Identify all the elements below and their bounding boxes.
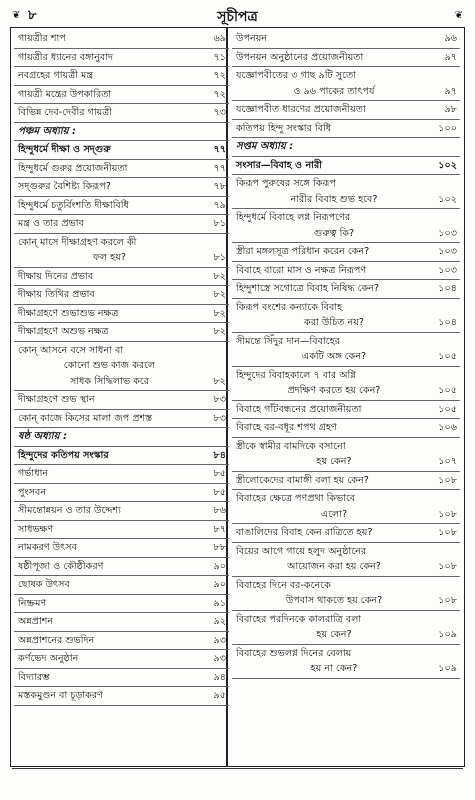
- entry-title-continued: ও ৯৬ পাকের তাৎপর্য: [293, 85, 375, 97]
- toc-entry: [232, 524, 460, 543]
- entry-title: কতিপয় হিন্দু সংস্কার বিধি: [236, 122, 332, 134]
- entry-title: নিষ্ক্রমণ: [18, 597, 47, 609]
- entry-title: মন্ত্র ও তার প্রভাব: [18, 218, 84, 229]
- entry-title-continued: এলো?: [320, 508, 348, 520]
- entry-page-number: ৮২: [213, 289, 226, 300]
- entry-page-number: ১০৮: [438, 527, 457, 538]
- entry-page-number: ৯১: [213, 597, 226, 609]
- entry-title: বিভিন্ন দেব-দেবীর গায়ত্রী: [18, 107, 113, 118]
- entry-title: যজ্ঞোপবীতের ৩ গাছ ৯টি সুতো: [236, 70, 356, 81]
- entry-page-number: ৭৭: [213, 144, 226, 155]
- entry-title: বিবাহের ক্ষেত্রে পণপ্রথা কিভাবে: [236, 493, 356, 504]
- entry-title-continued: হয় না কেন?: [310, 663, 358, 674]
- entry-title: সীমন্তে সিঁদুর দান—বিবাহের: [236, 335, 340, 347]
- toc-left-column: [14, 30, 229, 706]
- entry-title: সপ্তম অধ্যায় :: [236, 141, 294, 152]
- toc-entry: [14, 160, 229, 179]
- entry-title: দীক্ষাগ্রহণে শুভাশুভ নক্ষত্র: [18, 307, 119, 319]
- entry-page-number: ৮২: [213, 326, 226, 337]
- entry-page-number: ১০৯: [438, 663, 457, 674]
- entry-title: বিদ্যারম্ভ: [18, 671, 50, 683]
- entry-title: দীক্ষাগ্রহণে অশুভ নক্ষত্র: [18, 326, 109, 337]
- entry-page-number: ৯৮: [444, 104, 457, 115]
- entry-page-number: ১০৪: [438, 317, 457, 328]
- entry-title: দীক্ষাগ্রহণে শুভ স্থান: [18, 394, 95, 405]
- entry-page-number: ১০৭: [438, 456, 457, 467]
- toc-entry: [232, 490, 460, 524]
- entry-title-continued: হয় কেন?: [316, 456, 352, 467]
- entry-page-number: ৮৩: [213, 412, 226, 424]
- entry-title: বিবাহে বারো মাস ও নক্ষত্র নিরূপণ: [236, 264, 367, 276]
- entry-title: স্ত্রীরা মঙ্গলসূত্র পরিধান করেন কেন?: [236, 246, 370, 257]
- toc-entry: [14, 484, 229, 503]
- toc-entry: [14, 410, 229, 429]
- entry-page-number: ৭২: [213, 88, 226, 100]
- toc-entry: [14, 141, 229, 160]
- entry-title-continued: ফল হয়?: [93, 252, 126, 263]
- toc-entry: [232, 280, 460, 299]
- entry-page-number: ৮৭: [213, 523, 226, 535]
- entry-title-continued: করা উচিত নয়?: [304, 317, 364, 328]
- entry-page-number: ৮৩: [213, 394, 226, 405]
- toc-entry: [14, 67, 229, 86]
- entry-page-number: ৮২: [213, 375, 226, 387]
- entry-title-continued: আয়োজন করা হয় কেন?: [287, 561, 381, 572]
- toc-entry: [14, 447, 229, 466]
- entry-page-number: ৬৯: [213, 33, 226, 44]
- entry-page-number: ১০২: [438, 193, 457, 205]
- entry-title: বিবাহে বর-বধূর শপথ গ্রহণ: [236, 422, 337, 433]
- entry-page-number: ৮৪: [213, 449, 226, 461]
- toc-entry: [14, 613, 229, 632]
- entry-title: সীমন্তোন্নয়ন ও তার উদ্দেশ্য: [18, 505, 121, 516]
- entry-title-continued: সাধক সিদ্ধিলাভ করে: [69, 375, 150, 387]
- toc-entry: [14, 650, 229, 669]
- entry-title: উপনয়ন: [236, 33, 268, 44]
- entry-title: হিন্দুশাস্ত্রে সগোত্রে বিবাহ নিষিদ্ধ কেন?: [236, 283, 379, 294]
- entry-page-number: ১০৪: [438, 283, 457, 294]
- entry-title: বিবাহের দিনে বর-কনেকে: [236, 579, 331, 591]
- entry-page-number: ১০৯: [438, 629, 457, 640]
- entry-title-continued: গুরুত্ব কি?: [313, 227, 355, 239]
- toc-entry: [232, 299, 460, 333]
- toc-entry: [14, 595, 229, 614]
- entry-page-number: ১০৫: [438, 385, 457, 396]
- entry-page-number: ৮২: [213, 270, 226, 282]
- toc-entry: [14, 576, 229, 595]
- entry-page-number: ১০৮: [438, 474, 457, 486]
- entry-title: দীক্ষায় দিনের প্রভাব: [18, 270, 94, 282]
- toc-entry: [232, 645, 460, 679]
- entry-page-number: ৯৭: [444, 51, 457, 63]
- entry-page-number: ৭৩: [213, 107, 226, 118]
- toc-entry: [14, 305, 229, 324]
- entry-page-number: ১০৩: [438, 227, 457, 239]
- entry-page-number: ৮১: [213, 252, 226, 263]
- entry-title: হিন্দুধর্মে বিবাহে লগ্ন নিরূপণের: [236, 212, 351, 223]
- entry-page-number: ১০৮: [438, 508, 457, 520]
- toc-entry: [14, 342, 229, 392]
- entry-page-number: ১০৮: [438, 595, 457, 606]
- entry-title: কোন্ আসনে বসে সাধনা বা: [18, 344, 124, 356]
- toc-entry: [14, 197, 229, 216]
- toc-entry: [14, 558, 229, 577]
- entry-title: সংসার—বিবাহ ও নারী: [236, 159, 322, 171]
- toc-entry: [232, 67, 460, 101]
- toc-entry: [14, 215, 229, 234]
- page-title: সূচীপত্র: [217, 9, 258, 25]
- entry-page-number: ৮৬: [213, 505, 226, 516]
- entry-page-number: ৯০: [213, 579, 226, 590]
- entry-title: দীক্ষায় তিথির প্রভাব: [18, 289, 95, 300]
- toc-entry: [232, 438, 460, 472]
- entry-page-number: ৭১: [213, 51, 226, 63]
- entry-title: সাধভক্ষণ: [18, 523, 54, 535]
- toc-entry: [14, 104, 229, 123]
- entry-page-number: ৮৮: [213, 542, 226, 553]
- entry-title: হিন্দুদের কতিপয় সংস্কার: [18, 449, 109, 461]
- toc-right-column: [232, 30, 460, 679]
- entry-page-number: ৯৩: [213, 634, 226, 646]
- entry-title: পুংসবন: [18, 486, 47, 498]
- entry-title: বিবাহে গাঁটবন্ধনের প্রয়োজনীয়তা: [236, 403, 362, 415]
- ornament-left-icon: ❦: [12, 10, 21, 21]
- entry-title: বিবাহের শুভলগ্ন দিনের বেলায়: [236, 647, 352, 659]
- entry-title: নামকরণ উৎসব: [18, 542, 77, 553]
- entry-title: কিরূপ বংশের কন্যাকে বিবাহ: [236, 301, 343, 313]
- entry-title: ষষ্ঠ অধ্যায় :: [18, 431, 67, 442]
- toc-entry: [14, 268, 229, 287]
- entry-title-continued: একটি অঙ্গ কেন?: [301, 351, 367, 362]
- toc-entry: [14, 632, 229, 651]
- entry-page-number: ৯৩: [213, 653, 226, 664]
- entry-title: হিন্দুধর্মে গুরুর প্রয়োজনীয়তা: [18, 162, 128, 174]
- entry-title: বিয়ের আগে গায়ে হলুদ অনুষ্ঠানের: [236, 545, 367, 557]
- toc-entry: [232, 333, 460, 367]
- toc-entry: [232, 611, 460, 645]
- entry-title: বিবাহের পরদিনকে কালরাত্রি বলা: [236, 613, 362, 625]
- entry-page-number: ১০০: [438, 122, 457, 134]
- toc-entry: [14, 539, 229, 558]
- chapter-heading: [14, 428, 229, 447]
- entry-title: ছোষক উৎসব: [18, 579, 70, 590]
- entry-page-number: ৯৪: [213, 671, 226, 683]
- entry-page-number: ১০৬: [438, 422, 457, 433]
- entry-title-continued: প্রদক্ষিণ করতে হয় কেন?: [287, 385, 381, 396]
- entry-title: কোন্ মাসে দীক্ষাগ্রহণ করলে কী: [18, 236, 137, 248]
- entry-title-continued: নারীর বিবাহ শুভ হবে?: [290, 193, 378, 205]
- entry-page-number: ৮৫: [213, 486, 226, 498]
- toc-entry: [14, 502, 229, 521]
- toc-entry: [14, 669, 229, 688]
- entry-page-number: ১০৮: [438, 561, 457, 572]
- page-header: [10, 4, 465, 26]
- entry-title: গায়ত্রীর ধ্যানের বঙ্গানুবাদ: [18, 51, 114, 63]
- toc-entry: [232, 209, 460, 243]
- entry-title: অন্নপ্রাশনের শুভদিন: [18, 634, 95, 646]
- entry-page-number: ১০৫: [438, 403, 457, 415]
- entry-title: কিরূপ পুরুষের সঙ্গে কিরূপ: [236, 178, 336, 189]
- entry-page-number: ৮৫: [213, 468, 226, 479]
- entry-page-number: ১০৫: [438, 351, 457, 362]
- toc-entry: [14, 323, 229, 342]
- entry-title: গর্ভাধান: [18, 468, 49, 479]
- entry-title: যজ্ঞোপবীত ধারণের প্রয়োজনীয়তা: [236, 104, 366, 115]
- entry-title-continued: হয় কেন?: [316, 629, 352, 640]
- entry-title: বাঙালিদের বিবাহ কেন রাত্রিতে হয়?: [236, 527, 373, 538]
- toc-entry: [14, 30, 229, 49]
- toc-entry: [232, 367, 460, 401]
- entry-title: গায়ত্রীর শাপ: [18, 33, 66, 44]
- toc-entry: [14, 687, 229, 706]
- toc-entry: [232, 175, 460, 209]
- entry-title: নবগ্রহের গায়ত্রী মন্ত্র: [18, 70, 94, 81]
- toc-entry: [232, 243, 460, 262]
- entry-title-continued: উপবাস থাকতে হয় কেন?: [285, 595, 383, 606]
- entry-page-number: ৯২: [213, 616, 226, 627]
- entry-title: স্ত্রীকে স্বামীর বামদিকে বসানো: [236, 440, 346, 452]
- entry-title: গায়ত্রী মন্ত্রের উপকারিতা: [18, 88, 112, 100]
- entry-title: স্ত্রীলোকেদের বামাঙ্গী বলা হয় কেন?: [236, 474, 369, 486]
- entry-title: ষষ্ঠীপূজা ও কৌষ্ঠীকরণ: [18, 560, 104, 572]
- toc-entry: [14, 234, 229, 268]
- toc-entry: [232, 262, 460, 281]
- chapter-heading: [14, 123, 229, 142]
- toc-entry: [232, 543, 460, 577]
- toc-entry: [14, 391, 229, 410]
- entry-page-number: ৭৯: [213, 199, 226, 211]
- entry-title: কর্ণভেদ অনুষ্ঠান: [18, 653, 79, 664]
- entry-page-number: ৯৭: [444, 85, 457, 97]
- toc-entry: [232, 472, 460, 491]
- toc-entry: [232, 49, 460, 68]
- entry-page-number: ৭২: [213, 70, 226, 81]
- entry-title: অন্নপ্রাশন: [18, 616, 54, 627]
- entry-page-number: ৯৫: [213, 690, 226, 701]
- entry-page-number: ৮২: [213, 307, 226, 319]
- toc-entry: [14, 49, 229, 68]
- toc-entry: [14, 465, 229, 484]
- entry-page-number: ৭৮: [213, 181, 226, 192]
- toc-entry: [14, 86, 229, 105]
- entry-page-number: ১০৩: [438, 246, 457, 257]
- entry-title: কোন্ কাজে কিসের মালা জপ প্রশস্ত: [18, 412, 153, 424]
- entry-title-continued: কোনো শুভ কাজ করলে: [63, 360, 156, 371]
- page-number: ৮: [28, 8, 37, 23]
- entry-title: মস্তকমুণ্ডন বা চূড়াকরণ: [18, 690, 103, 701]
- toc-entry: [232, 577, 460, 611]
- entry-page-number: ৯৬: [444, 33, 457, 44]
- entry-title: পঞ্চম অধ্যায় :: [18, 125, 76, 137]
- entry-page-number: ৮১: [213, 218, 226, 229]
- chapter-heading: [232, 138, 460, 157]
- toc-entry: [14, 178, 229, 197]
- toc-entry: [232, 101, 460, 120]
- entry-title: হিন্দুদের বিবাহকালে ৭ বার অগ্নি: [236, 369, 357, 381]
- entry-title: সদ্গুরুর বৈশিষ্ট্য কিরূপ?: [18, 181, 111, 192]
- entry-title: হিন্দুধর্মে দীক্ষা ও সদ্গুরু: [18, 144, 111, 155]
- toc-entry: [232, 30, 460, 49]
- toc-entry: [14, 521, 229, 540]
- toc-entry: [232, 401, 460, 420]
- toc-entry: [232, 157, 460, 176]
- toc-entry: [232, 419, 460, 438]
- entry-page-number: ১০২: [438, 159, 457, 171]
- entry-page-number: ৭৭: [213, 162, 226, 174]
- entry-page-number: ৯০: [213, 560, 226, 572]
- entry-title: উপনয়ন অনুষ্ঠানের প্রয়োজনীয়তা: [236, 51, 364, 63]
- toc-entry: [232, 120, 460, 139]
- ornament-right-icon: ❦: [454, 10, 463, 21]
- toc-entry: [14, 286, 229, 305]
- entry-title: হিন্দুধর্মে চতুর্বিংশতি দীক্ষাবিধি: [18, 199, 129, 211]
- footer-rule: [12, 768, 463, 769]
- entry-page-number: ১০৩: [438, 264, 457, 276]
